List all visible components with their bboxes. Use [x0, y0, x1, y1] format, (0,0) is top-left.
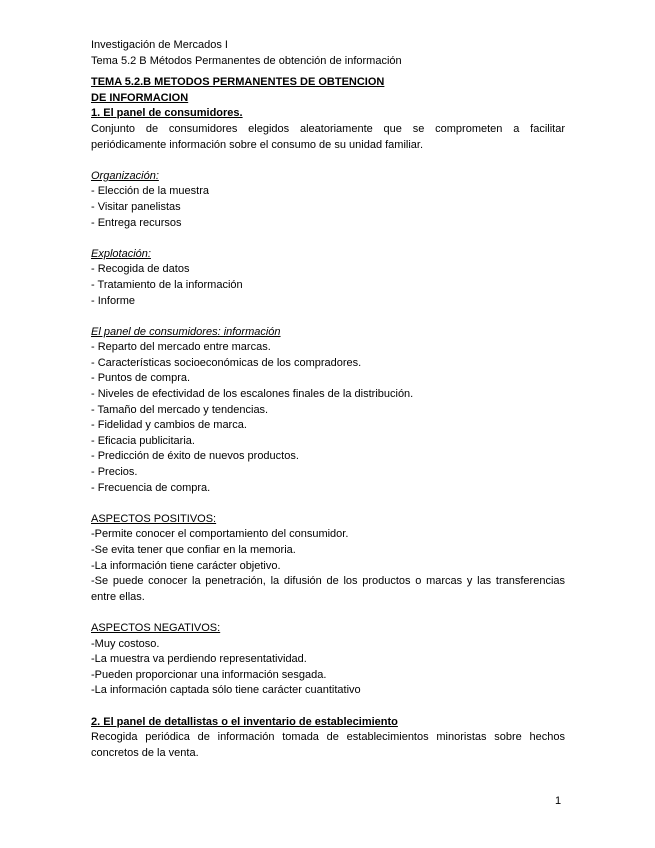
list-item: -Pueden proporcionar una información sesgada.	[91, 668, 327, 681]
aspectos-negativos-list	[91, 637, 565, 699]
header-course: Investigación de Mercados I	[91, 39, 228, 51]
organizacion-label: Organización:	[91, 169, 159, 182]
aspectos-positivos-label: ASPECTOS POSITIVOS:	[91, 512, 217, 525]
list-item: - Visitar panelistas	[91, 200, 181, 213]
list-item: -La información tiene carácter objetivo.	[91, 559, 281, 572]
organizacion-list	[91, 184, 565, 231]
list-item-long: -Se puede conocer la penetración, la difusión de los productos o marcas y las transferencias entre ellas.	[91, 575, 565, 603]
list-item: -Muy costoso.	[91, 637, 160, 650]
aspectos-positivos-list	[91, 527, 565, 574]
list-item: - Tratamiento de la información	[91, 278, 243, 291]
spacer	[91, 153, 565, 169]
document-title-line-2: DE INFORMACION	[91, 91, 189, 104]
section-1-heading: 1. El panel de consumidores.	[91, 107, 243, 120]
list-item: -Se evita tener que confiar en la memoria.	[91, 544, 296, 556]
spacer	[91, 605, 565, 621]
list-item: - Características socioeconómicas de los compradores.	[91, 356, 362, 369]
document-title-line-1: TEMA 5.2.B METODOS PERMANENTES DE OBTENCION	[91, 76, 385, 89]
list-item: - Precios.	[91, 466, 138, 479]
spacer	[91, 699, 565, 715]
list-item: - Reparto del mercado entre marcas.	[91, 341, 271, 354]
section-1-description: Conjunto de consumidores elegidos aleatoriamente que se comprometen a facilitar periódicamente información sobre el consumo de su unidad familiar.	[91, 122, 565, 151]
spacer	[91, 496, 565, 512]
list-item: - Niveles de efectividad de los escalones finales de la distribución.	[91, 388, 414, 401]
informacion-label: El panel de consumidores: información	[91, 325, 281, 338]
list-item: -Permite conocer el comportamiento del consumidor.	[91, 528, 349, 541]
spacer	[91, 231, 565, 247]
list-item: -La muestra va perdiendo representatividad.	[91, 653, 307, 666]
list-item: - Recogida de datos	[91, 263, 190, 276]
section-2-description: Recogida periódica de información tomada de establecimientos minoristas sobre hechos concretos de la venta.	[91, 731, 565, 759]
spacer	[91, 309, 565, 325]
list-item: - Fidelidad y cambios de marca.	[91, 419, 247, 432]
explotacion-label: Explotación:	[91, 247, 151, 260]
list-item: - Elección de la muestra	[91, 185, 209, 198]
list-item: - Eficacia publicitaria.	[91, 434, 195, 447]
section-2-heading: 2. El panel de detallistas o el inventario de establecimiento	[91, 715, 398, 728]
informacion-list	[91, 340, 565, 496]
list-item: - Frecuencia de compra.	[91, 481, 211, 494]
document-page	[91, 38, 565, 761]
list-item: - Informe	[91, 294, 136, 307]
list-item: - Entrega recursos	[91, 216, 182, 229]
explotacion-list	[91, 262, 565, 309]
list-item: - Tamaño del mercado y tendencias.	[91, 403, 269, 416]
aspectos-negativos-label: ASPECTOS NEGATIVOS:	[91, 621, 221, 634]
list-item: -La información captada sólo tiene carácter cuantitativo	[91, 684, 361, 697]
header-topic: Tema 5.2 B Métodos Permanentes de obtención de información	[91, 54, 402, 67]
list-item: - Puntos de compra.	[91, 372, 191, 385]
page-number: 1	[555, 795, 562, 807]
list-item: - Predicción de éxito de nuevos productos.	[91, 450, 299, 463]
